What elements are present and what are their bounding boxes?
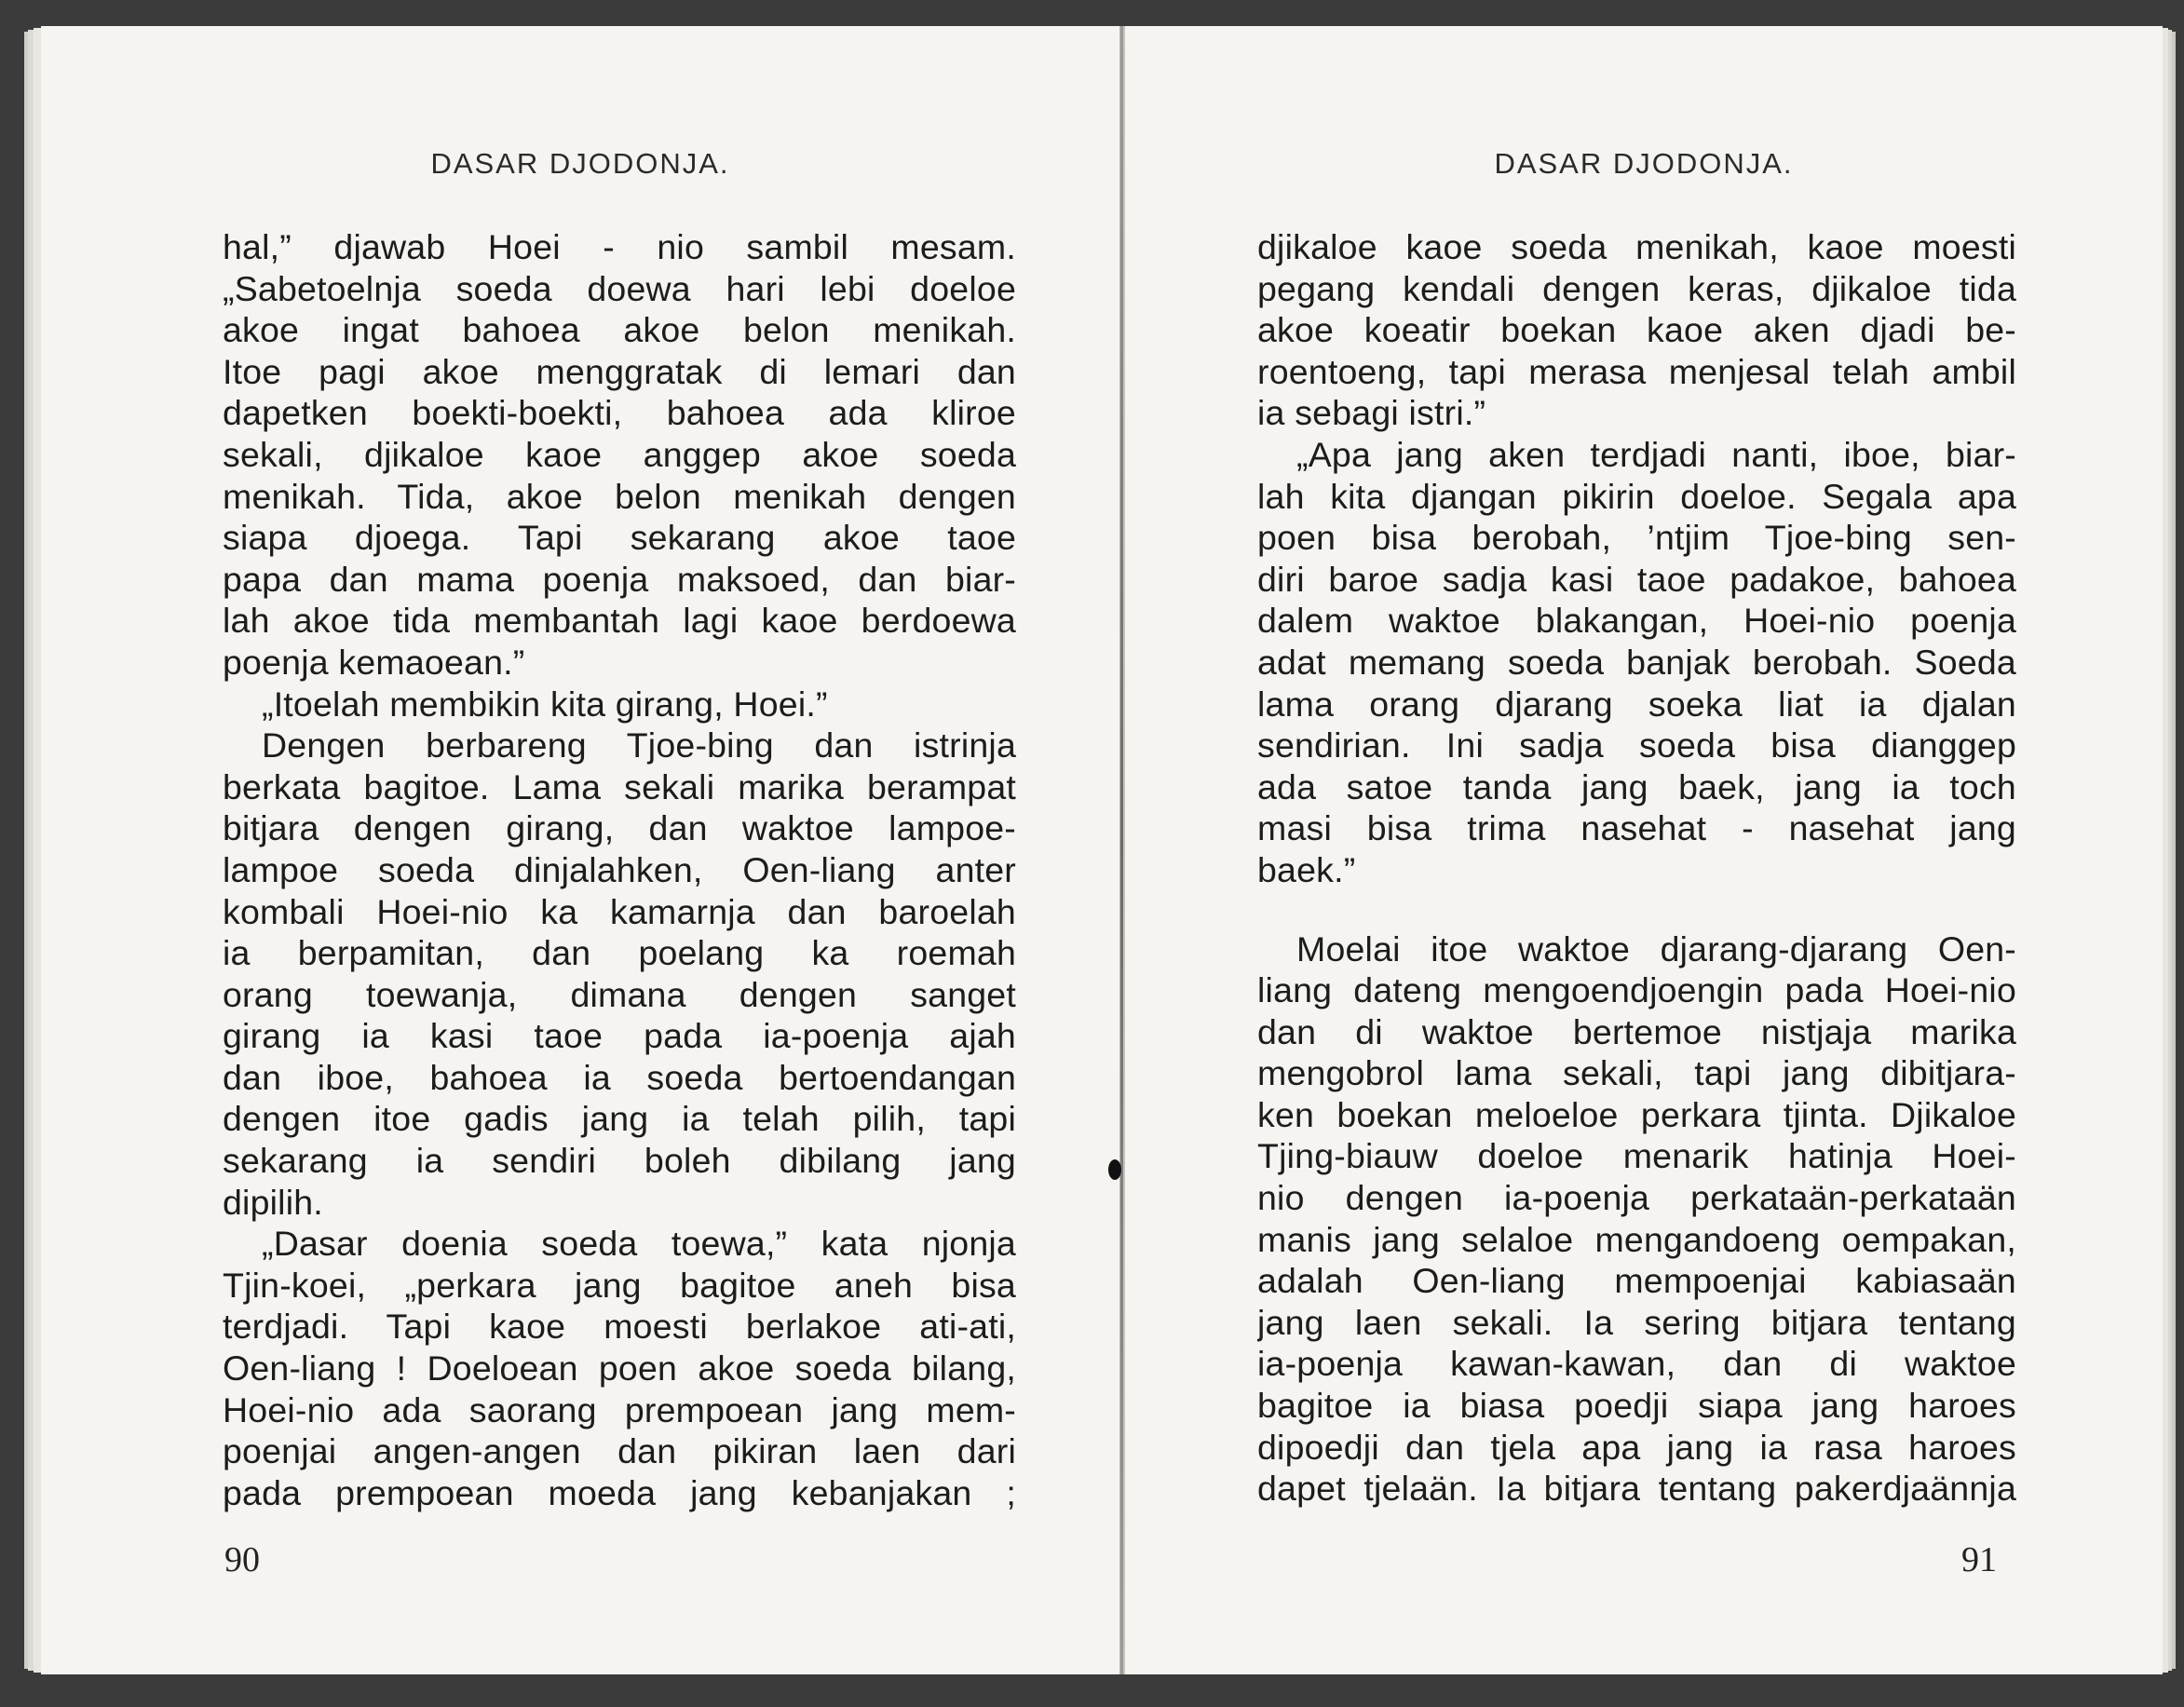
text-line: lampoe soeda dinjalahken, Oen-liang anter <box>223 849 1016 889</box>
text-line: pegang kendali dengen keras, djikaloe tida <box>1257 268 2016 308</box>
text-line: lah kita djangan pikirin doeloe. Segala apa <box>1257 476 2016 516</box>
text-line: ken boekan meloeloe perkara tjinta. Djikaloe <box>1257 1094 2016 1134</box>
running-head: DASAR DJODONJA. <box>430 147 730 180</box>
paragraph-break <box>1257 891 2016 928</box>
text-line: Oen-liang ! Doeloean poen akoe soeda bilang, <box>223 1348 1016 1389</box>
text-line: roentoeng, tapi merasa menjesal telah ambil <box>1257 351 2016 391</box>
text-line: dan iboe, bahoea ia soeda bertoendangan <box>223 1057 1016 1097</box>
text-line: masi bisa trima nasehat - nasehat jang <box>1257 808 2016 848</box>
page-number: 91 <box>1961 1540 1997 1579</box>
text-line: sendirian. Ini sadja soeda bisa dianggep <box>1257 725 2016 765</box>
text-line: diri baroe sadja kasi taoe padakoe, bahoea <box>1257 559 2016 599</box>
text-line: Tjing-biauw doeloe menarik hatinja Hoei- <box>1257 1136 2016 1176</box>
binding-thread-mark <box>1108 1159 1121 1180</box>
text-line: dipilih. <box>223 1182 323 1222</box>
text-line: jang laen sekali. Ia sering bitjara tentang <box>1257 1302 2016 1342</box>
text-line: dan di waktoe bertemoe nistjaja marika <box>1257 1011 2016 1051</box>
text-line: kombali Hoei-nio ka kamarnja dan baroelah <box>223 891 1016 931</box>
text-line: nio dengen ia-poenja perkataän-perkataän <box>1257 1178 2016 1218</box>
text-line: Tjin-koei, „perkara jang bagitoe aneh bisa <box>223 1265 1016 1305</box>
text-line: girang ia kasi taoe pada ia-poenja ajah <box>223 1016 1016 1056</box>
text-line: bitjara dengen girang, dan waktoe lampoe- <box>223 808 1016 848</box>
text-line: papa dan mama poenja maksoed, dan biar- <box>223 559 1016 599</box>
text-line: poen bisa berobah, ’ntjim Tjoe-bing sen- <box>1257 518 2016 558</box>
text-line: lama orang djarang soeka liat ia djalan <box>1257 684 2016 724</box>
body-text <box>1257 226 2016 1510</box>
text-line: hal,” djawab Hoei - nio sambil mesam. <box>223 227 1016 266</box>
text-line: poenja kemaoean.” <box>223 642 525 682</box>
text-line: dapet tjelaän. Ia bitjara tentang pakerdjaännja <box>1257 1469 2016 1509</box>
text-line: „Sabetoelnja soeda doewa hari lebi doeloe <box>223 268 1016 308</box>
text-line: orang toewanja, dimana dengen sanget <box>223 974 1016 1014</box>
text-line: ia berpamitan, dan poelang ka roemah <box>223 933 1016 973</box>
text-line: liang dateng mengoendjoengin pada Hoei-nio <box>1257 970 2016 1010</box>
text-line: akoe koeatir boekan kaoe aken djadi be- <box>1257 310 2016 350</box>
text-line: menikah. Tida, akoe belon menikah dengen <box>223 476 1016 516</box>
text-line: dapetken boekti-boekti, bahoea ada kliroe <box>223 393 1016 433</box>
text-line: Dengen berbareng Tjoe-bing dan istrinja <box>262 725 1016 765</box>
text-line: siapa djoega. Tapi sekarang akoe taoe <box>223 518 1016 558</box>
text-line: ia-poenja kawan-kawan, dan di waktoe <box>1257 1344 2016 1384</box>
text-line: adat memang soeda banjak berobah. Soeda <box>1257 642 2016 682</box>
text-line: Moelai itoe waktoe djarang-djarang Oen- <box>1296 928 2016 969</box>
text-line: dengen itoe gadis jang ia telah pilih, tapi <box>223 1099 1016 1139</box>
text-line: lah akoe tida membantah lagi kaoe berdoewa <box>223 601 1016 641</box>
page-number: 90 <box>224 1540 260 1579</box>
text-line: „Itoelah membikin kita girang, Hoei.” <box>262 684 828 724</box>
body-text <box>223 226 1016 1513</box>
text-line: manis jang selaloe mengandoeng oempakan, <box>1257 1219 2016 1259</box>
text-line: sekali, djikaloe kaoe anggep akoe soeda <box>223 434 1016 474</box>
text-line: „Dasar doenia soeda toewa,” kata njonja <box>262 1224 1016 1264</box>
text-line: poenjai angen-angen dan pikiran laen dari <box>223 1431 1016 1471</box>
text-line: dalem waktoe blakangan, Hoei-nio poenja <box>1257 601 2016 641</box>
text-line: Itoe pagi akoe menggratak di lemari dan <box>223 351 1016 391</box>
text-line: akoe ingat bahoea akoe belon menikah. <box>223 310 1016 350</box>
text-line: Hoei-nio ada saorang prempoean jang mem- <box>223 1389 1016 1429</box>
right-page <box>1123 26 2163 1674</box>
running-head: DASAR DJODONJA. <box>1494 147 1794 180</box>
text-line: terdjadi. Tapi kaoe moesti berlakoe ati-ati, <box>223 1307 1016 1347</box>
left-page <box>41 26 1122 1674</box>
text-line: „Apa jang aken terdjadi nanti, iboe, biar- <box>1296 434 2016 474</box>
text-line: adalah Oen-liang mempoenjai kabiasaän <box>1257 1261 2016 1301</box>
text-line: bagitoe ia biasa poedji siapa jang haroes <box>1257 1386 2016 1426</box>
text-line: sekarang ia sendiri boleh dibilang jang <box>223 1141 1016 1181</box>
text-line: ia sebagi istri.” <box>1257 393 1486 433</box>
text-line: mengobrol lama sekali, tapi jang dibitjara- <box>1257 1053 2016 1093</box>
text-line: baek.” <box>1257 849 1356 889</box>
text-line: ada satoe tanda jang baek, jang ia toch <box>1257 766 2016 806</box>
text-line: berkata bagitoe. Lama sekali marika berampat <box>223 766 1016 806</box>
text-line: djikaloe kaoe soeda menikah, kaoe moesti <box>1257 227 2016 266</box>
text-line: dipoedji dan tjela apa jang ia rasa haroes <box>1257 1427 2016 1467</box>
text-line: pada prempoean moeda jang kebanjakan ; <box>223 1472 1016 1512</box>
